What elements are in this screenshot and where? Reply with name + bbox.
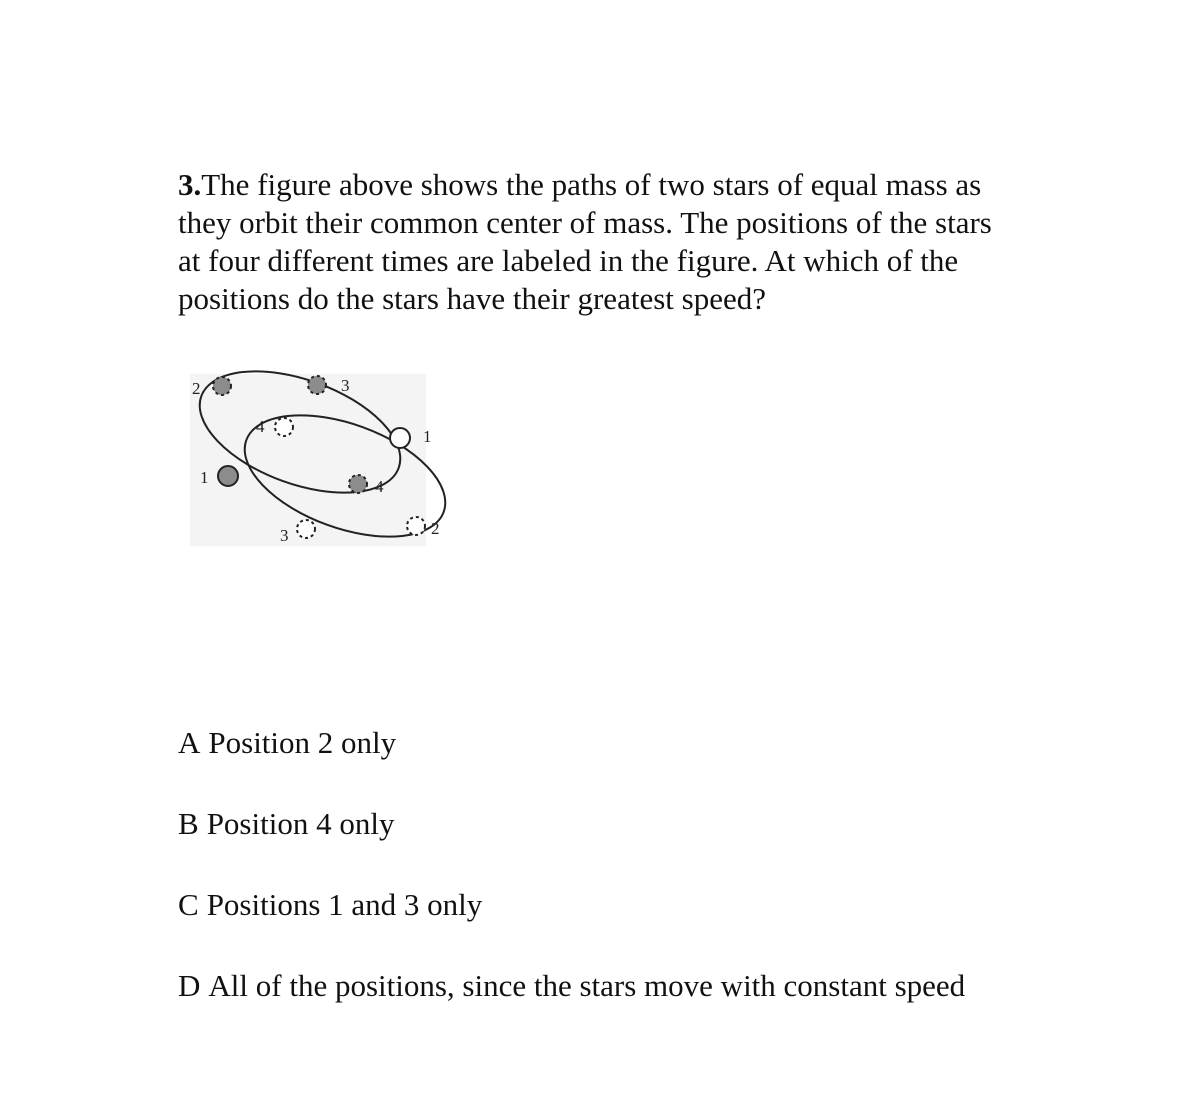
orbit-figure [180, 366, 460, 556]
question [178, 166, 1008, 318]
label-a-1: 1 [200, 468, 209, 487]
star-a-position-3 [308, 376, 326, 394]
choice-a-text: Position 2 only [208, 725, 397, 760]
orbit-diagram [180, 366, 460, 556]
label-b-3: 3 [280, 526, 289, 545]
label-a-2: 2 [192, 379, 201, 398]
star-b-position-3 [297, 520, 315, 538]
choice-d[interactable] [178, 967, 1008, 1005]
star-b-position-2 [407, 517, 425, 535]
choice-c-letter: C [178, 887, 199, 922]
question-number: 3. [178, 167, 202, 202]
star-a-position-2 [213, 377, 231, 395]
choice-b[interactable] [178, 805, 1008, 843]
choice-c-text: Positions 1 and 3 only [206, 887, 483, 922]
label-a-3: 3 [341, 376, 350, 395]
choice-a[interactable] [178, 724, 1008, 762]
star-b-position-4 [275, 418, 293, 436]
choice-a-letter: A [178, 725, 201, 760]
label-a-4: 4 [375, 477, 384, 496]
star-a-position-4 [349, 475, 367, 493]
label-b-2: 2 [431, 519, 440, 538]
question-text: The figure above shows the paths of two stars of equal mass as they orbit their common center of mass. The positions of the stars at four different times are labeled in the figure. At which of the positions do the stars have their greatest speed? [178, 167, 992, 316]
label-b-4: 4 [256, 417, 265, 436]
label-b-1: 1 [423, 427, 432, 446]
choice-b-text: Position 4 only [206, 806, 395, 841]
choice-d-letter: D [178, 968, 201, 1003]
star-a-position-1 [218, 466, 238, 486]
choice-b-letter: B [178, 806, 199, 841]
choice-c[interactable] [178, 886, 1008, 924]
choice-d-text: All of the positions, since the stars move with constant speed [208, 968, 966, 1003]
star-b-position-1 [390, 428, 410, 448]
